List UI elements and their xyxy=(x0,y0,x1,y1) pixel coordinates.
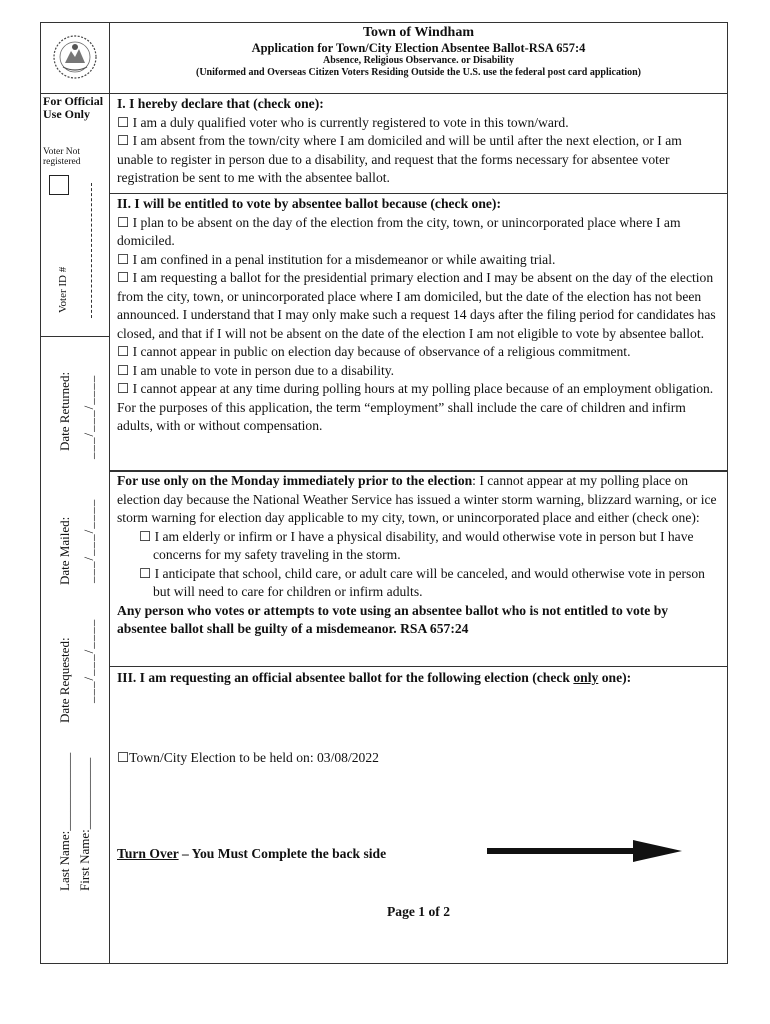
voter-id-label: Voter ID # xyxy=(57,266,69,313)
misdemeanor-warning: Any person who votes or attempts to vote using an absentee ballot who is not entitled to vote by absentee ballot shall be guilty of a misdemeanor. RSA 657:24 xyxy=(117,602,669,636)
date-requested-field[interactable]: ___/___/____ xyxy=(81,618,96,703)
sidebar-divider xyxy=(41,336,109,337)
absent-option[interactable]: ☐ I plan to be absent on the day of the election from the city, town, or unincorporated place where I am domiciled. xyxy=(117,214,681,248)
monday-divider xyxy=(110,666,727,667)
religious-option[interactable]: ☐ I cannot appear in public on election day because of observance of a religious commitment. xyxy=(117,344,631,359)
presidential-primary-option[interactable]: ☐ I am requesting a ballot for the presidential primary election and I may be absent on the day of the election from the city, town, or unincorporated place where I am domiciled, but the date of the election has not been announced. I understand that I may only make such a request 14 days after the filing period for candidates has closed, and that if I will not be absent on the date of the election I am not eligible to vote by absentee ballot. xyxy=(117,270,716,341)
monday-section xyxy=(117,472,721,639)
column-divider xyxy=(109,23,110,963)
first-name-field[interactable]: First Name:___________ xyxy=(77,757,92,891)
section-1-heading: I. I hereby declare that (check one): xyxy=(117,96,324,111)
form-uocava-note: (Uniformed and Overseas Citizen Voters Residing Outside the U.S. use the federal post card application) xyxy=(196,66,641,78)
registered-voter-option[interactable]: ☐ I am a duly qualified voter who is currently registered to vote in this town/ward. xyxy=(117,114,569,130)
monday-lead: For use only on the Monday immediately prior to the election xyxy=(117,473,473,488)
election-option[interactable]: ☐Town/City Election to be held on: 03/08/2022 xyxy=(117,750,379,765)
voter-not-registered-label: Voter Not registered xyxy=(43,147,81,168)
form-subtitle: Application for Town/City Election Absentee Ballot-RSA 657:4 xyxy=(251,41,586,56)
voter-not-registered-checkbox[interactable] xyxy=(49,175,69,195)
employment-option[interactable]: ☐ I cannot appear at any time during polling hours at my polling place because of an employment obligation. For the purposes of this application, the term “employment” shall include the care of children and infirm adults, with or without compensation. xyxy=(117,381,714,433)
penal-option[interactable]: ☐ I am confined in a penal institution for a misdemeanor or while awaiting trial. xyxy=(117,251,556,267)
date-requested-label: Date Requested: xyxy=(57,637,72,723)
application-form xyxy=(40,22,728,964)
section-3-heading: III. I am requesting an official absentee ballot for the following election (check only one): xyxy=(117,670,632,685)
header-divider xyxy=(41,93,727,94)
form-reasons: Absence, Religious Observance. or Disability xyxy=(323,55,514,67)
monday-text: : I cannot appear at my polling place on election day because the National Weather Service has issued a winter storm warning, blizzard warning, or ice storm warning for election day applicable to my city, town, or unincorporated place and either (check one): xyxy=(117,473,717,525)
disability-option[interactable]: ☐ I am unable to vote in person due to a disability. xyxy=(117,362,395,378)
arrow-right-icon xyxy=(487,839,682,863)
section-2 xyxy=(117,195,721,436)
page-number: Page 1 of 2 xyxy=(386,904,451,919)
registration-forms-option[interactable]: ☐ I am absent from the town/city where I am domiciled and will be until after the next election, or I am unable to register in person due to a disability, and request that the forms necessary for absentee voter registration be sent to me with the absentee ballot. xyxy=(117,133,682,185)
section-2-heading: II. I will be entitled to vote by absentee ballot because (check one): xyxy=(117,196,501,211)
date-returned-field[interactable]: ___/___/____ xyxy=(81,374,96,459)
date-returned-label: Date Returned: xyxy=(57,371,72,451)
childcare-option[interactable]: ☐ I anticipate that school, child care, or adult care will be canceled, and would otherwise vote in person but will need to care for children or infirm adults. xyxy=(139,565,705,599)
elderly-option[interactable]: ☐ I am elderly or infirm or I have a physical disability, and would otherwise vote in person but I have concerns for my safety traveling in the storm. xyxy=(139,528,694,562)
date-mailed-label: Date Mailed: xyxy=(57,516,72,585)
town-seal-icon xyxy=(51,27,99,87)
form-title: Town of Windham xyxy=(362,25,474,40)
form-header xyxy=(110,25,727,78)
official-use-label: For Official Use Only xyxy=(43,94,104,122)
voter-id-line xyxy=(91,183,92,318)
section-1 xyxy=(117,95,721,188)
turn-over-text: – You Must Complete the back side xyxy=(178,846,387,861)
section1-divider xyxy=(110,193,727,194)
last-name-field[interactable]: Last Name:____________ xyxy=(57,752,72,891)
section-3 xyxy=(117,669,721,688)
turn-over-label: Turn Over xyxy=(117,846,179,861)
date-mailed-field[interactable]: ___/___/____ xyxy=(81,498,96,583)
